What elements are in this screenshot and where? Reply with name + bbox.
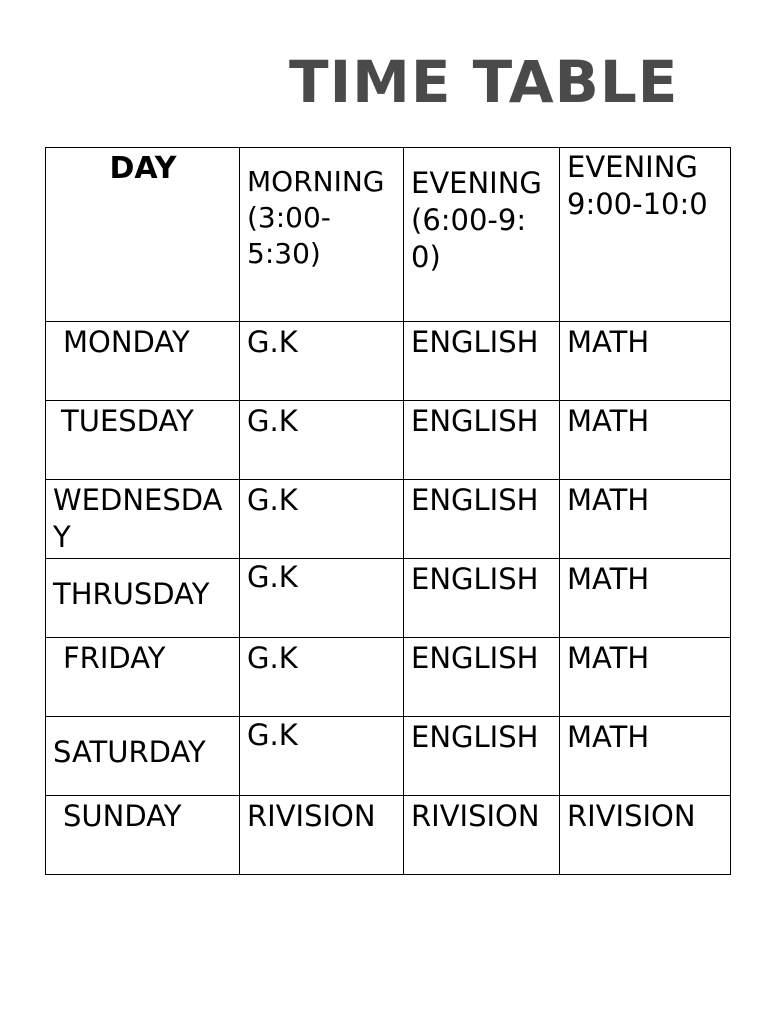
evening-1-subject-cell: RIVISION (411, 799, 540, 833)
header-day-label: DAY (109, 151, 177, 186)
evening-2-subject-cell: MATH (567, 641, 650, 675)
day-cell: FRIDAY (63, 641, 166, 675)
morning-subject-cell: G.K (247, 325, 298, 359)
table-row (46, 717, 731, 796)
table-row (46, 401, 731, 480)
evening-1-subject-cell: ENGLISH (411, 641, 539, 675)
header-cell-day (46, 148, 240, 322)
evening-1-subject-cell: ENGLISH (411, 404, 539, 438)
table-header-row (46, 148, 731, 322)
evening-2-subject-cell: MATH (567, 562, 650, 596)
header-cell-evening-2 (560, 148, 731, 322)
table-row (46, 796, 731, 875)
header-cell-evening-1 (404, 148, 560, 322)
evening-2-subject-cell: MATH (567, 325, 650, 359)
day-cell: SUNDAY (63, 799, 182, 833)
day-cell: WEDNESDAY (53, 483, 223, 554)
day-cell: SATURDAY (53, 735, 206, 769)
morning-subject-cell: G.K (247, 404, 298, 438)
evening-2-subject-cell: MATH (567, 404, 650, 438)
morning-subject-cell: RIVISION (247, 799, 376, 833)
timetable (45, 147, 731, 875)
table-row (46, 638, 731, 717)
header-evening-2-label: EVENING 9:00-10:0 (567, 150, 708, 221)
morning-subject-cell: G.K (247, 718, 298, 752)
header-cell-morning (240, 148, 404, 322)
morning-subject-cell: G.K (247, 641, 298, 675)
header-evening-1-label: EVENING (6:00-9:0) (411, 166, 542, 274)
day-cell: THRUSDAY (53, 577, 210, 611)
day-cell: MONDAY (63, 325, 190, 359)
evening-1-subject-cell: ENGLISH (411, 720, 539, 754)
evening-2-subject-cell: MATH (567, 483, 650, 517)
day-cell: TUESDAY (61, 404, 194, 438)
table-row (46, 480, 731, 559)
evening-1-subject-cell: ENGLISH (411, 325, 539, 359)
header-morning-label: MORNING (3:00-5:30) (247, 165, 385, 270)
page-title: TIME TABLE (289, 48, 679, 116)
evening-2-subject-cell: RIVISION (567, 799, 696, 833)
morning-subject-cell: G.K (247, 483, 298, 517)
morning-subject-cell: G.K (247, 560, 298, 594)
evening-2-subject-cell: MATH (567, 720, 650, 754)
table-row (46, 559, 731, 638)
evening-1-subject-cell: ENGLISH (411, 562, 539, 596)
table-row (46, 322, 731, 401)
evening-1-subject-cell: ENGLISH (411, 483, 539, 517)
